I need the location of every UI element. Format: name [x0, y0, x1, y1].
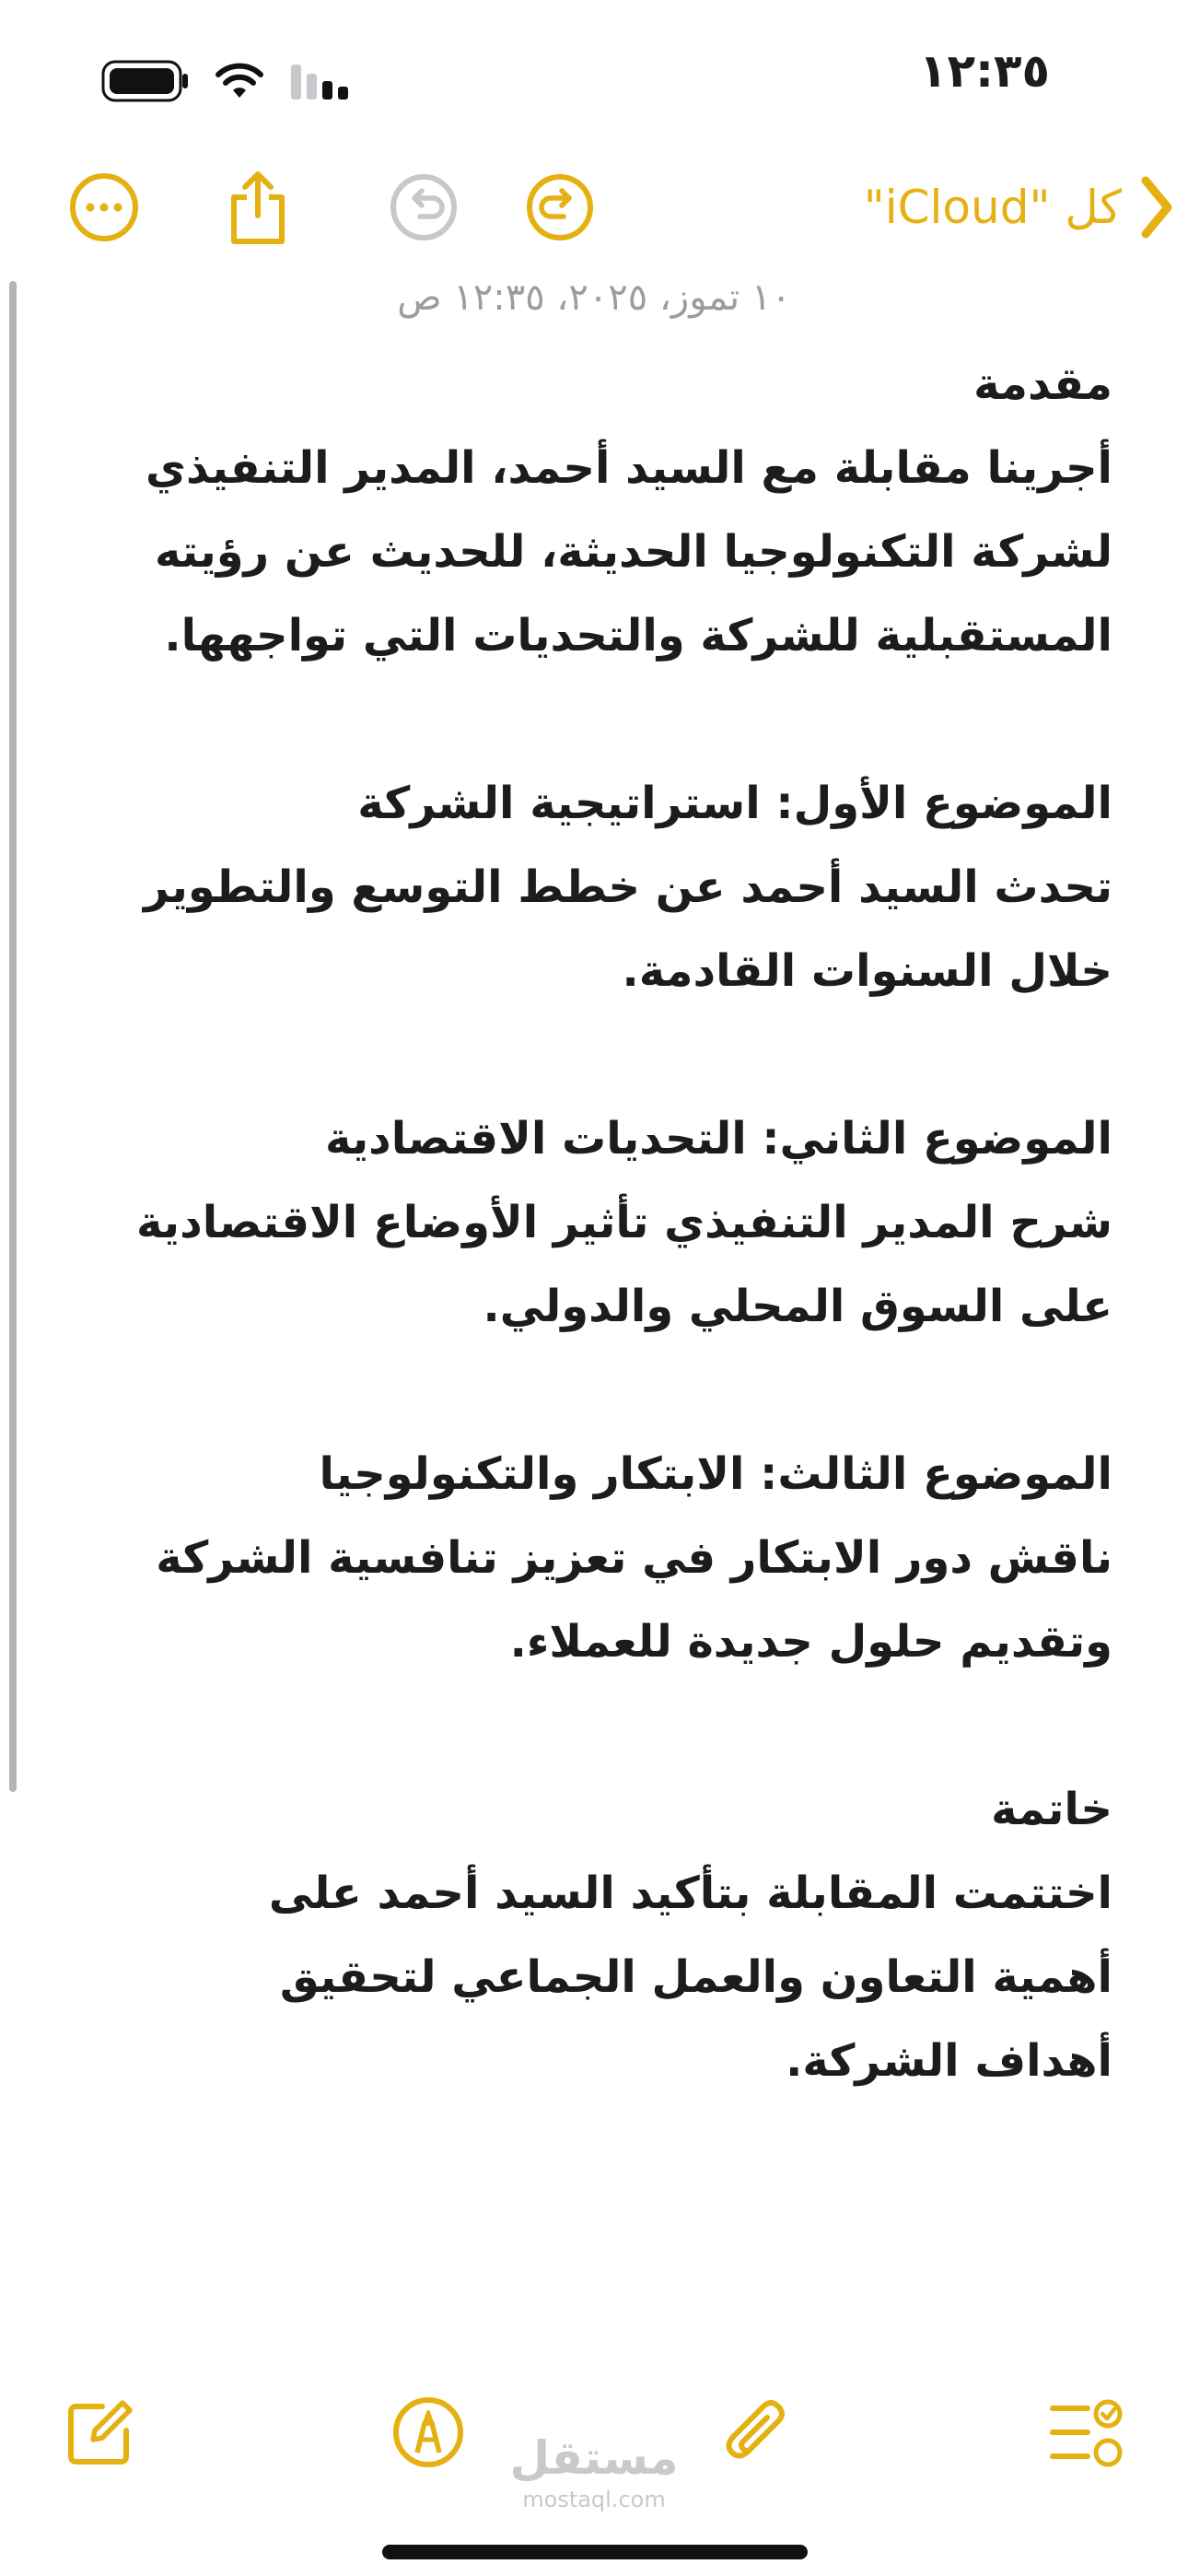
watermark-url: mostaql.com: [522, 2487, 666, 2512]
note-line: خلال السنوات القادمة.: [622, 945, 1112, 997]
note-line: وتقديم حلول جديدة للعملاء.: [509, 1616, 1112, 1668]
more-icon: [68, 171, 140, 243]
note-line: ناقش دور الابتكار في تعزيز تنافسية الشركة: [156, 1532, 1112, 1584]
note-heading: خاتمة: [991, 1784, 1112, 1835]
scroll-indicator[interactable]: [9, 281, 17, 1792]
note-line: أهداف الشركة.: [786, 2035, 1112, 2087]
undo-icon: [389, 172, 459, 242]
cellular-signal-icon: [289, 61, 354, 101]
note-heading: الموضوع الثاني: التحديات الاقتصادية: [325, 1113, 1112, 1165]
note-line: المستقبلية للشركة والتحديات التي تواجهها.: [164, 610, 1112, 662]
battery-icon: [101, 60, 190, 102]
note-heading: الموضوع الثالث: الابتكار والتكنولوجيا: [319, 1448, 1112, 1500]
note-heading: مقدمة: [973, 358, 1112, 410]
note-line: على السوق المحلي والدولي.: [483, 1281, 1112, 1332]
redo-icon: [525, 172, 595, 242]
blank-line: [72, 1349, 1112, 1433]
note-date: ١٠ تموز، ٢٠٢٥، ١٢:٣٥ ص: [397, 276, 791, 319]
note-line: أهمية التعاون والعمل الجماعي لتحقيق: [279, 1951, 1112, 2003]
wifi-icon: [214, 61, 265, 101]
blank-line: [72, 678, 1112, 762]
note-line: شرح المدير التنفيذي تأثير الأوضاع الاقتصادية: [135, 1197, 1112, 1248]
share-button[interactable]: [207, 157, 309, 258]
blank-line: [72, 1684, 1112, 1768]
note-line: تحدث السيد أحمد عن خطط التوسع والتطوير: [144, 861, 1112, 913]
note-line: اختتمت المقابلة بتأكيد السيد أحمد على: [268, 1868, 1112, 1919]
status-icons: [101, 53, 354, 109]
watermark: [0, 2430, 1188, 2513]
note-body[interactable]: [72, 343, 1112, 2103]
share-icon: [223, 170, 293, 245]
note-line: لشركة التكنولوجيا الحديثة، للحديث عن رؤيته: [154, 526, 1112, 578]
more-button[interactable]: [53, 157, 155, 258]
status-time: ١٢:٣٥: [918, 44, 1050, 98]
note-heading: الموضوع الأول: استراتيجية الشركة: [357, 778, 1112, 829]
redo-button[interactable]: [509, 157, 611, 258]
undo-button[interactable]: [373, 157, 474, 258]
status-bar: [0, 0, 1188, 157]
blank-line: [72, 1013, 1112, 1097]
back-label: كل "iCloud": [863, 181, 1122, 234]
navigation-bar: [0, 157, 1188, 276]
home-indicator[interactable]: [382, 2545, 808, 2559]
watermark-logo: مستقل: [509, 2431, 679, 2485]
back-button[interactable]: [864, 166, 1175, 249]
chevron-left-icon: [1138, 175, 1175, 240]
note-line: أجرينا مقابلة مع السيد أحمد، المدير التنفيذي: [146, 442, 1112, 494]
